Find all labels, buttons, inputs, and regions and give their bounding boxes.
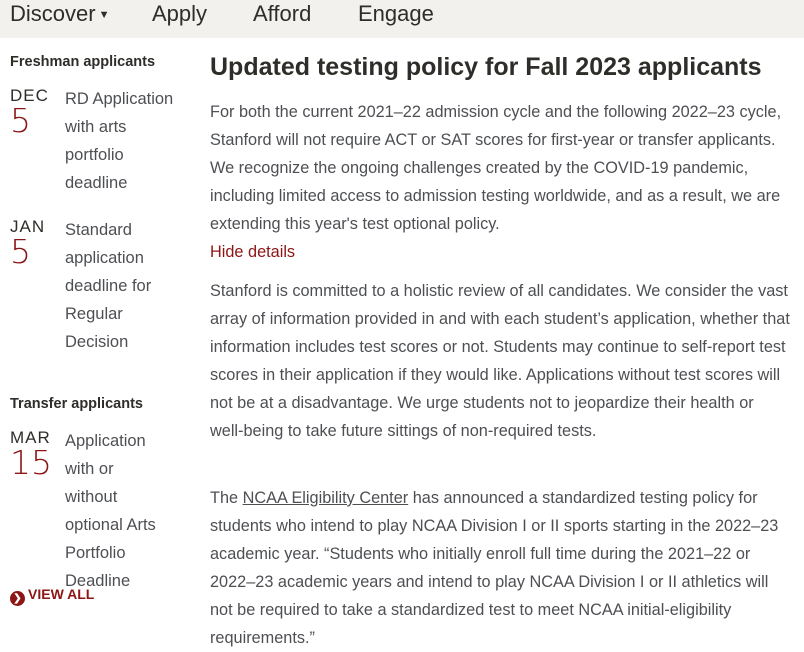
view-all-label: VIEW ALL xyxy=(28,586,95,602)
ncaa-prefix: The xyxy=(210,489,243,507)
hide-details-link[interactable]: Hide details xyxy=(210,243,296,261)
deadline-description xyxy=(65,85,190,197)
freshman-heading: Freshman applicants xyxy=(10,54,156,70)
nav-afford[interactable]: Afford xyxy=(253,1,312,26)
deadline-line: optional Arts xyxy=(65,516,156,534)
page-title: Updated testing policy for Fall 2023 applicants xyxy=(210,53,762,81)
details-paragraph: Stanford is committed to a holistic review of all candidates. We consider the vast array of information provided in and with each student’s application, whether that information includes test scores or not. Students may continue to self-report test scores in their application if they would like. Applications without test scores will not be at a disadvantage. We urge students not to jeopardize their health or well-being to take future sittings of non-required tests. xyxy=(210,282,790,440)
top-navigation xyxy=(0,0,804,38)
deadline-line: deadline for xyxy=(65,277,152,295)
deadline-line: with or xyxy=(65,460,114,478)
nav-engage[interactable]: Engage xyxy=(358,1,434,26)
date-month: JAN xyxy=(10,217,46,236)
deadline-line: Regular xyxy=(65,305,123,323)
ncaa-paragraph xyxy=(210,484,790,652)
deadline-line: RD Application xyxy=(65,90,174,108)
deadline-line: with arts xyxy=(65,118,127,136)
deadlines-sidebar xyxy=(0,38,196,652)
deadline-line: without xyxy=(65,488,118,506)
deadline-line: portfolio xyxy=(65,146,124,164)
date-day: 15 xyxy=(10,443,52,482)
deadline-line: Standard xyxy=(65,221,132,239)
date-jan-5 xyxy=(10,217,50,271)
deadline-description xyxy=(65,216,190,356)
deadline-line: Portfolio xyxy=(65,544,126,562)
deadline-line: Deadline xyxy=(65,572,131,590)
nav-discover-label: Discover xyxy=(10,1,96,26)
chevron-right-circle-icon: ❯ xyxy=(10,591,25,606)
date-day: 5 xyxy=(10,101,31,140)
date-month: DEC xyxy=(10,86,49,105)
date-day: 5 xyxy=(10,232,31,271)
nav-discover[interactable] xyxy=(10,0,109,32)
ncaa-eligibility-link[interactable]: NCAA Eligibility Center xyxy=(242,489,409,507)
deadline-line: deadline xyxy=(65,174,128,192)
transfer-heading: Transfer applicants xyxy=(10,396,143,412)
intro-paragraph: For both the current 2021–22 admission cycle and the following 2022–23 cycle, Stanford will not require ACT or SAT scores for first-year or transfer applicants. We recognize the ongoing challenges created by the COVID-19 pandemic, including limited access to admission testing worldwide, and as a result, we are extending this year's test optional policy. xyxy=(210,103,782,233)
deadline-description xyxy=(65,427,190,595)
ncaa-text: has announced a standardized testing policy for students who intend to play NCAA Division I or II sports starting in the 2022–23 academic year. “Students who initially enroll full time during the 2021–22 or 2022–23 academic years and intend to play NCAA Division I or II athletics will not be required to take a standardized test to meet NCAA initial-eligibility requirements.” xyxy=(210,489,779,647)
deadline-line: application xyxy=(65,249,144,267)
nav-apply[interactable]: Apply xyxy=(152,1,208,26)
caret-down-icon: ▼ xyxy=(98,9,110,21)
deadline-line: Application xyxy=(65,432,146,450)
view-all-link[interactable] xyxy=(10,586,94,606)
deadline-line: Decision xyxy=(65,333,129,351)
date-mar-15 xyxy=(10,428,52,482)
date-month: MAR xyxy=(10,428,51,447)
date-dec-5 xyxy=(10,86,50,140)
